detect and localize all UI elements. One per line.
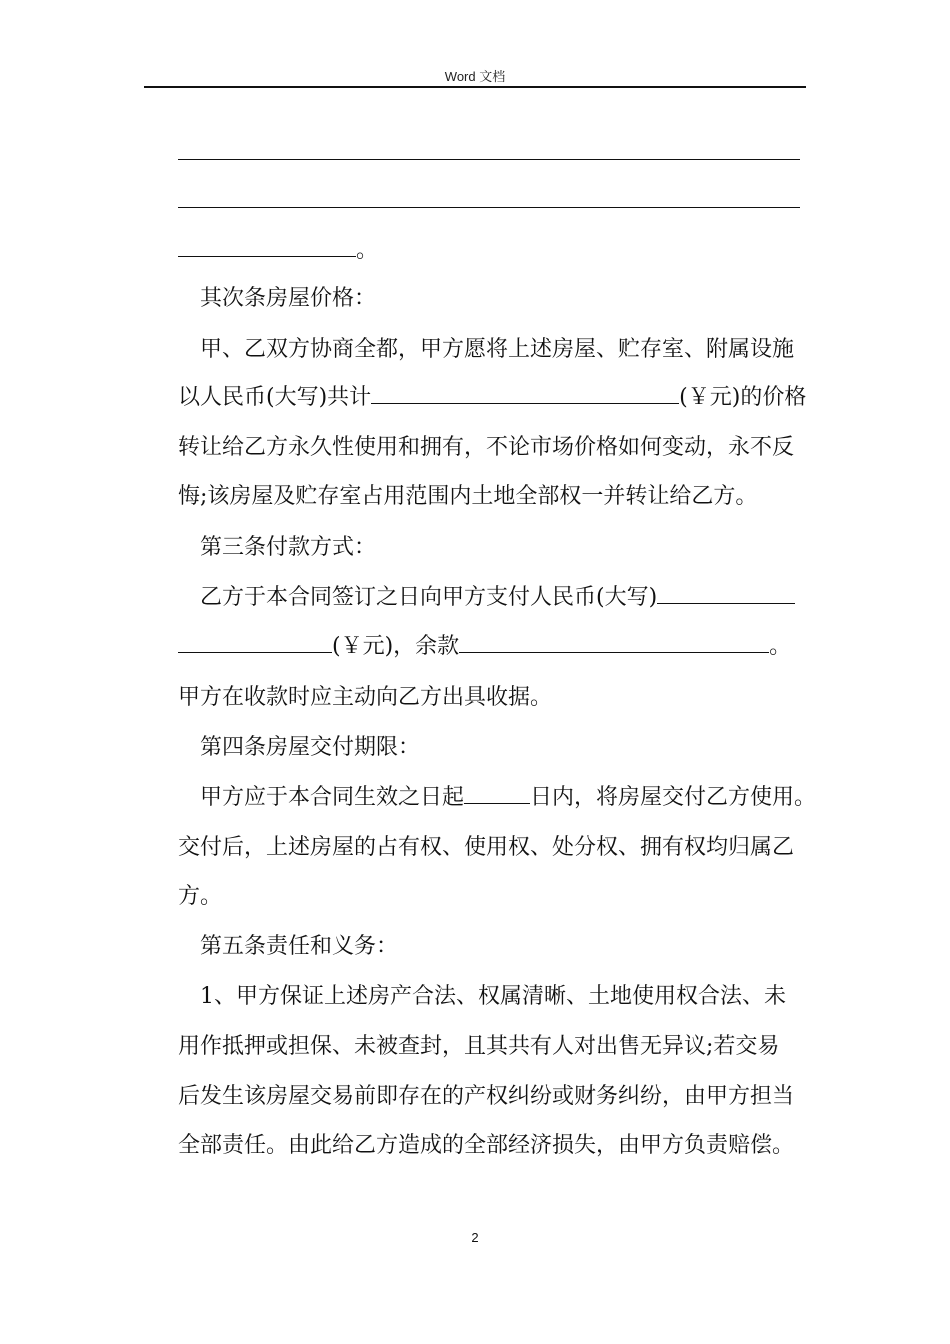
page-header: Word 文档 <box>444 69 506 84</box>
article3-heading: 第三条付款方式： <box>200 535 377 560</box>
article5-line1: 1、甲方保证上述房产合法、权属清晰、土地使用权合法、未 <box>200 984 786 1009</box>
payment-blank <box>657 583 795 604</box>
article3-line3: 甲方在收款时应主动向乙方出具收据。 <box>178 685 553 710</box>
price-blank <box>371 383 679 404</box>
blank-line-3 <box>178 236 378 266</box>
article2-line4: 悔;该房屋及贮存室占用范围内土地全部权一并转让给乙方。 <box>178 484 758 509</box>
article5-heading: 第五条责任和义务： <box>200 934 399 959</box>
article2-line2: 以人民币(大写)共计 (￥元)的价格 <box>178 385 807 410</box>
days-blank <box>464 783 530 804</box>
article5-line4: 全部责任。由此给乙方造成的全部经济损失，由甲方负责赔偿。 <box>178 1133 795 1158</box>
blank-line-1 <box>178 159 800 160</box>
article4-heading: 第四条房屋交付期限： <box>200 735 421 760</box>
article3-line2: (￥元)，余款 。 <box>178 632 791 662</box>
header-rule <box>144 86 806 88</box>
article2-heading: 其次条房屋价格： <box>200 286 377 311</box>
page-number: 2 <box>471 1230 479 1245</box>
balance-blank <box>459 632 769 653</box>
article2-line3: 转让给乙方永久性使用和拥有，不论市场价格如何变动，永不反 <box>178 435 795 460</box>
article2-line1: 甲、乙双方协商全都，甲方愿将上述房屋、贮存室、附属设施 <box>200 337 795 362</box>
blank-line-2 <box>178 207 800 208</box>
end-mark: 。 <box>356 238 379 263</box>
article5-line3: 后发生该房屋交易前即存在的产权纠纷或财务纠纷，由甲方担当 <box>178 1084 795 1109</box>
article3-line1: 乙方于本合同签订之日向甲方支付人民币(大写) <box>200 583 795 613</box>
article5-line2: 用作抵押或担保、未被查封，且其共有人对出售无异议;若交易 <box>178 1034 780 1059</box>
article4-line3: 方。 <box>178 884 223 909</box>
article4-line1: 甲方应于本合同生效之日起 日内，将房屋交付乙方使用。 <box>200 785 817 810</box>
article4-line2: 交付后，上述房屋的占有权、使用权、处分权、拥有权均归属乙 <box>178 835 795 860</box>
